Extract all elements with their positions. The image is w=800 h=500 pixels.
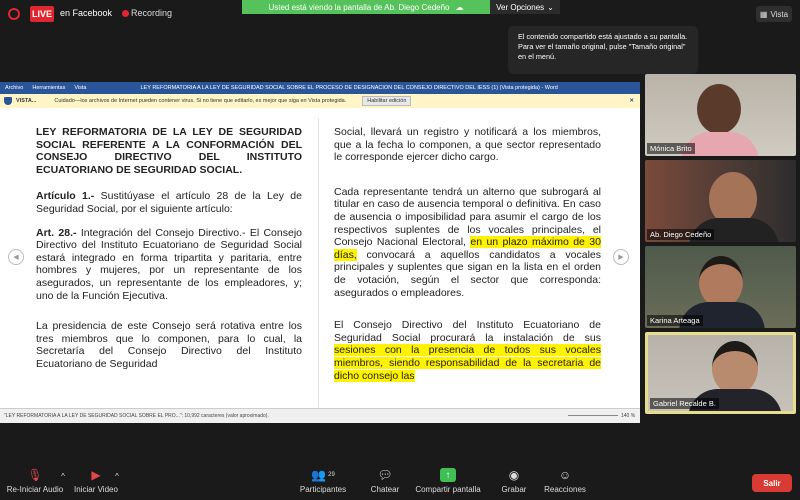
chat-icon: 💬︎ bbox=[377, 468, 393, 482]
close-icon[interactable]: ✕ bbox=[629, 98, 634, 104]
share-screen-icon: ↑ bbox=[440, 468, 456, 482]
protected-view-bar bbox=[0, 94, 640, 109]
zoom-level: 140 % bbox=[621, 413, 636, 419]
protected-label: VISTA... bbox=[16, 98, 37, 104]
view-options-button[interactable] bbox=[490, 0, 560, 14]
word-status-bar bbox=[0, 408, 640, 423]
document-page[interactable] bbox=[0, 108, 640, 408]
participant-name: Mónica Brito bbox=[647, 143, 695, 154]
reactions-button[interactable] bbox=[542, 468, 588, 494]
share-banner bbox=[242, 0, 490, 14]
audio-label: Re-Iniciar Audio bbox=[6, 485, 64, 494]
fit-screen-tooltip: El contenido compartido está ajustado a su pantalla. Para ver el tamaño original, pulse "Tamaño original" en el menú. bbox=[508, 26, 698, 74]
record-icon: ◉ bbox=[508, 468, 520, 482]
law-heading: LEY REFORMATORIA DE LA LEY DE SEGURIDAD SOCIAL REFERENTE A LA CONFORMACIÓN DEL CONSEJO DIRECTIVO DEL INSTITUTO ECUATORIANO DE SEGURIDAD SOCIAL. bbox=[36, 126, 302, 176]
highlight-sesiones: sesiones con la presencia de todos sus vocales miembros, siendo responsabilidad de la secretaria de dicho consejo las bbox=[334, 344, 601, 382]
presidency-paragraph: La presidencia de este Consejo será rotativa entre los tres miembros que lo componen, para lo cual, la Secretaría del Consejo Directivo del Instituto Ecuatoriano de Seguridad bbox=[36, 320, 302, 370]
participant-video bbox=[712, 341, 758, 395]
participant-name: Ab. Diego Cedeño bbox=[647, 229, 714, 240]
share-label: Compartir pantalla bbox=[415, 485, 481, 494]
enable-editing-button[interactable]: Habilitar edición bbox=[362, 96, 411, 106]
shield-icon bbox=[4, 97, 12, 105]
participant-video bbox=[697, 84, 741, 134]
video-off-icon: ▶︎ bbox=[91, 468, 101, 482]
participant-name: Karina Arteaga bbox=[647, 315, 703, 326]
recording-dot-icon bbox=[122, 10, 129, 17]
share-banner-text: Usted está viendo la pantalla de Ab. Diego Cedeño bbox=[268, 2, 450, 12]
chevron-down-icon: ⌄ bbox=[547, 2, 554, 12]
chat-button[interactable] bbox=[366, 468, 404, 494]
paragraph-2-text-a: Cada representante tendrá un alterno que subrogará al titular en caso de ausencia temporal o definitiva. En caso de ausencia o imposibilidad para asumir el cargo de los respectivos suplentes de los vocales principales, el Consejo Nacional Electoral, bbox=[334, 185, 601, 249]
record-label: Grabar bbox=[501, 485, 527, 494]
reactions-icon: ☺ bbox=[558, 468, 572, 482]
next-page-icon[interactable]: ▶ bbox=[613, 249, 629, 265]
participants-label: Participantes bbox=[299, 485, 347, 494]
leave-button[interactable]: Salir bbox=[752, 474, 792, 492]
live-badge[interactable]: LIVE bbox=[30, 6, 54, 22]
video-options-chevron-icon[interactable]: ^ bbox=[115, 472, 119, 481]
live-stream-icon bbox=[8, 8, 20, 20]
video-label: Iniciar Video bbox=[74, 485, 118, 494]
article-1-label: Artículo 1.- bbox=[36, 190, 95, 203]
column-divider bbox=[318, 118, 319, 408]
document-column-left bbox=[36, 126, 302, 382]
paragraph-3-text: El Consejo Directivo del Instituto Ecuatoriano de Seguridad Social procurará la instalación de sus bbox=[334, 319, 601, 344]
shared-word-window bbox=[0, 82, 640, 422]
menu-herramientas[interactable]: Herramientas bbox=[32, 85, 66, 91]
menu-archivo[interactable]: Archivo bbox=[5, 85, 24, 91]
word-title-bar bbox=[0, 82, 640, 94]
view-button-label: Vista bbox=[770, 9, 789, 19]
participant-tile[interactable] bbox=[645, 74, 796, 156]
paragraph-2-text-b: convocará a aquellos candidatos a vocales principales y suplentes que sigan en la lista en el orden de votación, según el sector que corresponda: asegurados o empleadores. bbox=[334, 248, 601, 299]
participants-button[interactable] bbox=[296, 468, 350, 494]
cloud-icon: ☁ bbox=[455, 2, 464, 12]
zoom-slider[interactable] bbox=[568, 415, 618, 416]
participants-icon: 👥 29 bbox=[311, 468, 335, 482]
participant-name: Gabriel Recalde B. bbox=[650, 398, 719, 409]
highlight-plazo: en un plazo máximo de 30 días, bbox=[334, 236, 601, 261]
live-target-label[interactable]: en Facebook bbox=[60, 8, 113, 18]
paragraph-2 bbox=[334, 186, 601, 299]
document-column-right bbox=[334, 126, 601, 393]
character-count: "LEY REFORMATORIA A LA LEY DE SEGURIDAD SOCIAL SOBRE EL PRO...": 10,992 caracteres (valor aproximado). bbox=[4, 413, 269, 419]
article-28-label: Art. 28.- bbox=[36, 226, 77, 239]
article-28-text: Integración del Consejo Directivo.- El Consejo Directivo del Instituto Ecuatoriano de Seguridad Social estará integrado en forma tripartita y paritaria, entre hombres y mujeres, por un representante de los asegurados, un representante de los empleadores, y; uno de la Función Ejecutiva. bbox=[36, 226, 303, 302]
participant-tile[interactable] bbox=[645, 246, 796, 328]
participant-video bbox=[699, 256, 743, 308]
participant-tile-active[interactable] bbox=[645, 332, 796, 414]
protected-message: Cuidado—los archivos de Internet pueden contener virus. Si no tiene que editarlo, es mejor que siga en Vista protegida. bbox=[54, 98, 347, 104]
muted-microphone-icon: 🎙︎ bbox=[27, 468, 43, 482]
paragraph-3 bbox=[334, 319, 601, 382]
grid-icon: ▦ bbox=[759, 9, 768, 19]
paragraph-1: Social, llevará un registro y notificará a los miembros, que a la fecha lo componen, a que sector representado le corresponde ejercer dicho cargo. bbox=[334, 126, 601, 164]
view-options-label: Ver Opciones bbox=[496, 2, 545, 12]
document-title: LEY REFORMATORIA A LA LEY DE SEGURIDAD SOCIAL SOBRE EL PROCESO DE DESIGNACION DEL CONSEJO DIRECTIVO DEL IESS (1) (Vista protegida) - Word bbox=[140, 85, 558, 91]
prev-page-icon[interactable]: ◀ bbox=[8, 249, 24, 265]
record-button[interactable] bbox=[498, 468, 530, 494]
menu-vista[interactable]: Vista bbox=[74, 85, 87, 91]
article-28 bbox=[36, 227, 302, 303]
meeting-toolbar bbox=[0, 466, 800, 500]
article-1-text: Sustitúyase el artículo 28 de la Ley de Seguridad Social, por el siguiente artículo: bbox=[36, 190, 302, 215]
participants-count: 29 bbox=[328, 472, 335, 478]
recording-label: Recording bbox=[131, 8, 173, 18]
participant-tile[interactable] bbox=[645, 160, 796, 242]
chat-label: Chatear bbox=[370, 485, 400, 494]
view-button[interactable] bbox=[756, 6, 792, 22]
reactions-label: Reacciones bbox=[544, 485, 586, 494]
audio-options-chevron-icon[interactable]: ^ bbox=[61, 472, 65, 481]
share-screen-button[interactable] bbox=[414, 468, 482, 494]
article-1 bbox=[36, 190, 302, 215]
